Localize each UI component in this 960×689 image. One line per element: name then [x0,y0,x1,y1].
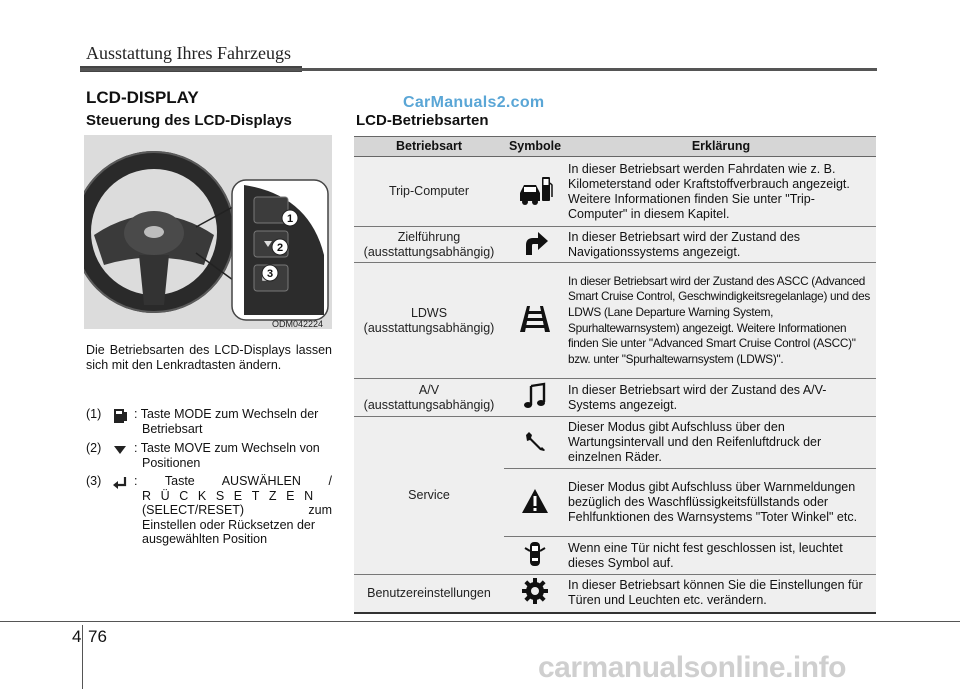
item-text: : Taste AUSWÄHLEN / [134,474,332,488]
lcd-modes-table [354,136,876,614]
mode-cell: Benutzereinstellungen [354,575,504,613]
mode-cell [354,263,504,379]
svg-text:3: 3 [266,268,274,280]
table-row [354,227,876,263]
explanation-cell: In dieser Betriebsart wird der Zustand des ASCC (Advanced Smart Cruise Control, Geschwindigkeitsregelanlage) und des LDWS (Lane Departure Warning System, Spurhaltewarnsystem) angezeigt. Weitere Informationen finden Sie unter "Advanced Smart Cruise Control (ASCC)" bzw. unter "Spurhaltewarnsystem (LDWS)". [566,263,876,379]
chapter-number: 4 [72,627,82,646]
section-title: LCD-DISPLAY [86,88,199,107]
mode-cell [354,227,504,263]
watermark-text: CarManuals2.com [403,94,545,111]
column-header: Betriebsart [354,137,504,157]
steering-wheel-photo [84,135,332,329]
wrench-icon [504,417,566,469]
explanation-cell: In dieser Betriebsart werden Fahrdaten wie z. B. Kilometerstand oder Kraftstoffverbrauch angezeigt. Weitere Informationen finden Sie unter "Trip-Computer" in diesem Kapitel. [566,157,876,227]
page-number-divider [82,625,83,689]
table-row [354,263,876,379]
mode-cell [354,379,504,417]
mode-label: A/V [418,382,440,397]
table-row [354,379,876,417]
footer-rule [0,621,960,622]
explanation-cell: Dieser Modus gibt Aufschluss über den Wartungsintervall und den Reifenluftdruck der einzelnen Räder. [566,417,876,469]
running-header: Ausstattung Ihres Fahrzeugs [86,43,291,63]
mode-label: LDWS [410,305,448,320]
item-text: : Taste MODE zum Wechseln der [134,407,319,421]
trip-computer-icon [504,157,566,227]
steering-wheel-illustration [84,135,332,329]
right-heading: LCD-Betriebsarten [356,112,489,129]
mode-cell: Trip-Computer [354,157,504,227]
move-down-icon [110,441,130,459]
column-header: Symbole [504,137,566,157]
explanation-cell: In dieser Betriebsart wird der Zustand des A/V-Systems angezeigt. [566,379,876,417]
item-text: : Taste MOVE zum Wechseln von [134,441,320,455]
item-number: (3) [86,474,102,488]
table-header-row [354,137,876,157]
intro-text: Die Betriebsarten des LCD-Displays lassen sich mit den Lenkradtasten ändern. [86,343,332,372]
item-text-cont: (SELECT/RESET) zum [142,503,332,517]
page-number: 76 [88,627,107,646]
table-row [354,157,876,227]
warning-triangle-icon [504,469,566,537]
photo-code: ODM042224 [272,319,324,329]
item-text-cont: ausgewählten Position [142,532,268,546]
header-rule [80,68,877,71]
item-text-cont: Einstellen oder Rücksetzen der [142,517,316,532]
button-item-1 [86,407,334,439]
item-text-cont: Positionen [142,455,201,470]
mode-label: Zielführung [397,229,461,244]
mode-cell: Service [354,417,504,575]
button-item-3 [86,474,334,550]
item-text-cont: RÜCKSETZEN [142,488,323,503]
footer-site-watermark: carmanualsonline.info [538,651,846,684]
left-heading: Steuerung des LCD-Displays [86,112,292,129]
button-item-2 [86,441,334,473]
turn-arrow-icon [504,227,566,263]
item-number: (2) [86,441,102,455]
mode-icon [110,407,130,425]
table-row [354,575,876,613]
door-open-car-icon [504,537,566,575]
enter-return-icon [110,474,130,492]
gear-icon [504,575,566,613]
svg-text:1: 1 [286,213,294,225]
item-text-cont: Betriebsart [142,421,203,436]
explanation-cell: In dieser Betriebsart wird der Zustand des Navigationssystems angezeigt. [566,227,876,263]
mode-qualifier: (ausstattungsabhängig) [363,397,495,412]
svg-text:2: 2 [276,242,284,254]
explanation-cell: Dieser Modus gibt Aufschluss über Warnmeldungen bezüglich des Waschflüssigkeitsfüllstands oder Fehlfunktionen des Warnsystems "Toter Winkel" etc. [566,469,876,537]
lane-icon [504,263,566,379]
table-row [354,417,876,469]
mode-qualifier: (ausstattungsabhängig) [363,320,495,335]
mode-qualifier: (ausstattungsabhängig) [363,244,495,259]
explanation-cell: Wenn eine Tür nicht fest geschlossen ist, leuchtet dieses Symbol auf. [566,537,876,575]
explanation-cell: In dieser Betriebsart können Sie die Einstellungen für Türen und Leuchten etc. verändern. [566,575,876,613]
column-header: Erklärung [566,137,876,157]
item-number: (1) [86,407,102,421]
music-note-icon [504,379,566,417]
